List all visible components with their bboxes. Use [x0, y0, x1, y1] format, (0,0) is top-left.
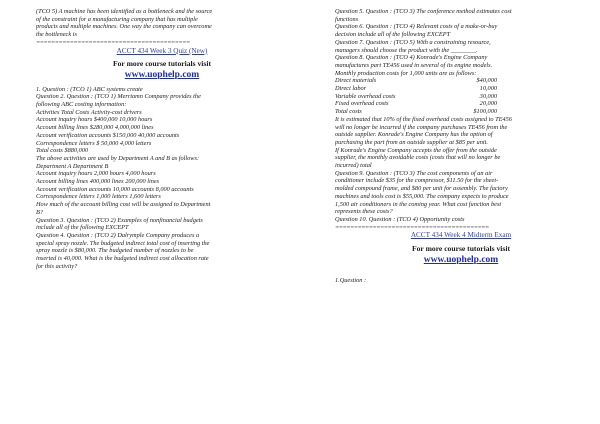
- question-line: How much of the account billing cost will be assigned to Department: [36, 201, 211, 209]
- cost-row: [335, 100, 587, 108]
- question-line: Question 5. Question : (TCO 3) The conference method estimates cost: [335, 8, 512, 15]
- question-line: Account verification accounts $150,000 40,000 accounts: [36, 131, 180, 139]
- question-line: If Konrade's Engine Company accepts the offer from the outside: [335, 146, 497, 154]
- question-line: Account inquiry hours $400,000 10,000 hours: [36, 116, 153, 124]
- question-line: inserted is 40,000. What is the budgeted indirect cost allocation rate: [36, 255, 209, 263]
- question-line: will no longer be incurred if the company purchases TE456 from the: [335, 123, 508, 131]
- cost-label: Direct labor: [335, 85, 367, 93]
- cost-row: [335, 93, 587, 101]
- question-line: B?: [36, 208, 43, 216]
- question-line: Correspondence letters $ 50,000 4,000 letters: [36, 139, 152, 147]
- text-line: of the constraint for a manufacturing company that has multiple: [36, 15, 198, 23]
- question-line: functions: [335, 15, 359, 23]
- question-line: following ABC costing information:: [36, 101, 127, 109]
- left-column: [36, 8, 288, 271]
- cost-label: Direct materials: [335, 77, 377, 85]
- question-line: The above activities are used by Department A and B as follows:: [36, 154, 200, 162]
- right-column: [335, 8, 587, 284]
- cost-value: 10,000: [479, 85, 497, 93]
- cost-value: 20,000: [479, 100, 497, 108]
- question-line: include all of the following EXCEPT: [36, 224, 129, 232]
- question-line: 1. Question : (TCO 1) ABC systems create: [36, 85, 143, 93]
- question-line: special spray nozzle. The budgeted indirect total cost of inserting the: [36, 239, 210, 247]
- question-line: decision include all of the following EXCEPT: [335, 31, 451, 39]
- question-line: represents these costs?: [335, 208, 393, 216]
- question-line: Account verification accounts 10,000 accounts 8,000 accounts: [36, 185, 194, 193]
- question-line: managers should choose the product with the ________.: [335, 46, 478, 54]
- question-line: supplier, the monthly avoidable costs (costs that will no longer be: [335, 154, 501, 162]
- question-line: incurred) total: [335, 162, 372, 170]
- question-line: Question 3. Question : (TCO 2) Examples of nonfinancial budgets: [36, 216, 203, 224]
- site-link[interactable]: www.uophelp.com: [423, 254, 499, 265]
- questions-upper: [335, 8, 587, 77]
- question-line: Account inquiry hours 2,000 hours 4,000 hours: [36, 170, 156, 178]
- cost-table: [335, 77, 587, 116]
- intro-paragraph: [36, 8, 288, 39]
- question-line: Department A Department B: [36, 162, 109, 170]
- questions-lower: [335, 116, 587, 224]
- cost-value: $100,000: [473, 108, 497, 116]
- question-line: machines and tools cost is $55,000. The company expects to produce: [335, 192, 509, 200]
- cost-label: Total costs: [335, 108, 362, 116]
- separator-rule: =========================================: [36, 38, 190, 46]
- cost-row: [335, 108, 587, 116]
- question-line: purchasing the part from an outside supplier at $85 per unit.: [335, 138, 488, 146]
- question-line: Question 9. Question : (TCO 3) The cost components of an air: [335, 169, 493, 177]
- question-line: Account billing lines $280,000 4,000,000 lines: [36, 124, 154, 132]
- question-line: 1,500 air conditioners in the coming year. What cost function best: [335, 200, 502, 208]
- promo-text: For more course tutorials visit: [113, 59, 211, 69]
- question-line: outside supplier. Konrade's Engine Company has the option of: [335, 131, 493, 139]
- question-line: It is estimated that 10% of the fixed overhead costs assigned to TE456: [335, 115, 512, 123]
- quiz-link[interactable]: ACCT 434 Week 3 Quiz (New): [116, 46, 208, 55]
- question-line: Activities Total Costs Activity-cost drivers: [36, 108, 142, 116]
- question-line: for this activity?: [36, 262, 78, 270]
- cost-row: [335, 85, 587, 93]
- cost-row: [335, 77, 587, 85]
- question-line: Question 2. Question : (TCO 1) Merriamn Company provides the: [36, 93, 201, 101]
- question-line: Question 10. Question : (TCO 4) Opportunity costs: [335, 215, 465, 223]
- question-line: Question 8. Question : (TCO 4) Konrade's Engine Company: [335, 54, 488, 62]
- question-line: Question 7. Question : (TCO 5) With a constraining resource,: [335, 38, 491, 46]
- question-line: Account billing lines 400,000 lines 200,000 lines: [36, 178, 160, 186]
- last-question: 1.Question :: [335, 276, 367, 284]
- question-line: molded compound frame, and $80 per unit for assembly. The factory: [335, 185, 508, 193]
- cost-value: $40,000: [476, 77, 497, 85]
- question-line: Correspondence letters 1,000 letters 1,600 letters: [36, 193, 161, 201]
- promo-text: For more course tutorials visit: [412, 244, 510, 254]
- cost-label: Fixed overhead costs: [335, 100, 389, 108]
- question-line: Total costs $880,000: [36, 147, 89, 155]
- quiz-questions: [36, 86, 288, 271]
- midterm-link[interactable]: ACCT 434 Week 4 Midterm Exam: [410, 231, 512, 240]
- separator-rule: =========================================: [335, 223, 489, 231]
- text-line: the bottleneck is: [36, 31, 77, 39]
- question-line: spray nozzle is $80,000. The budgeted number of nozzles to be: [36, 247, 194, 255]
- cost-label: Variable overhead costs: [335, 92, 396, 100]
- question-line: Question 4. Question : (TCO 2) Dalrymple Company produces a: [36, 231, 200, 239]
- text-line: (TCO 5) A machine has been identified as a bottleneck and the source: [36, 8, 213, 15]
- question-line: manufactures part TE456 used in several of its engine models.: [335, 61, 493, 69]
- site-link[interactable]: www.uophelp.com: [124, 69, 200, 80]
- question-line: conditioner include $35 for the compressor, $11.50 for the sheet-: [335, 177, 499, 185]
- question-line: Question 6. Question : (TCO 4) Relevant costs of a make-or-buy: [335, 23, 498, 31]
- question-line: Monthly production costs for 1,000 units are as follows:: [335, 69, 477, 77]
- text-line: products and multiple machines. One way the company can overcome: [36, 23, 212, 31]
- cost-value: 30,000: [479, 92, 497, 100]
